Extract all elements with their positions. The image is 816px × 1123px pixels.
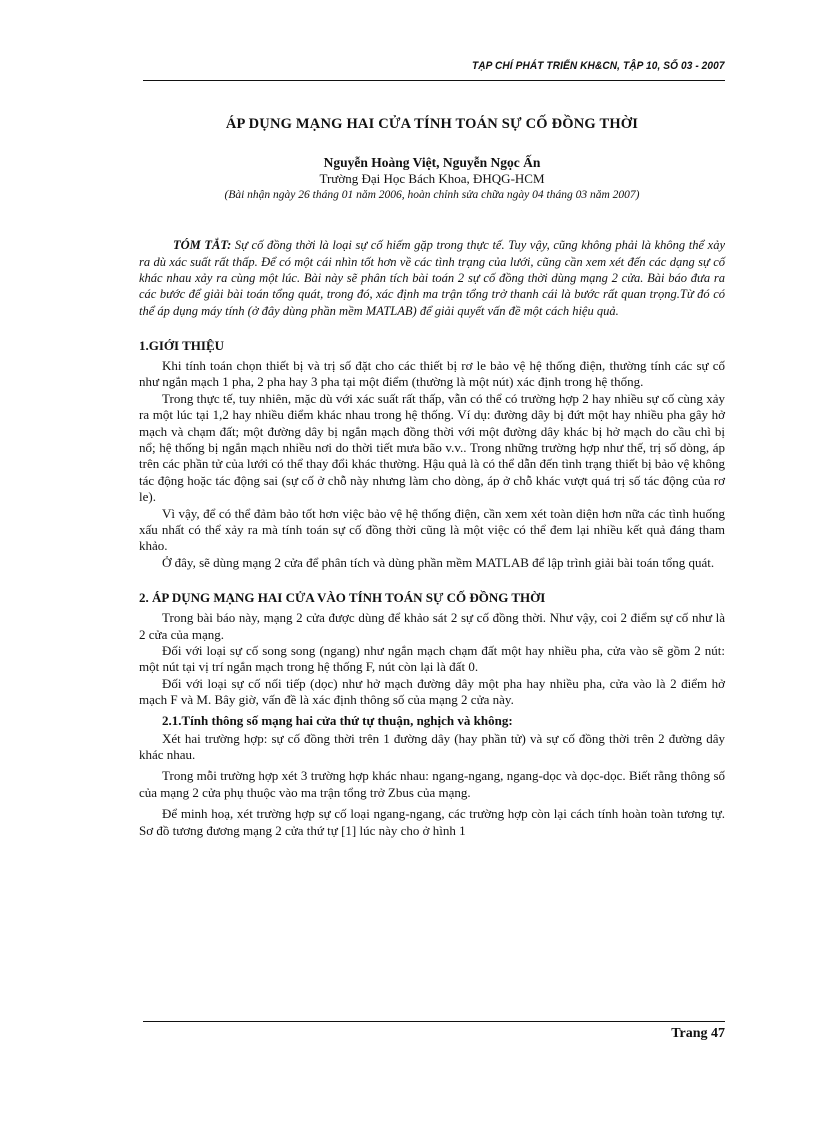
- abstract-text: Sự cố đồng thời là loại sự cố hiếm gặp trong thực tế. Tuy vậy, cũng không phải là không thể xảy ra dù xác suất rất thấp. Để có một cái nhìn tốt hơn về các tình trạng của lưới, cũng cần xem xét đến các dạng sự cố khác nhau xảy ra cùng một lúc. Bài này sẽ phân tích bài toán 2 sự cố đồng thời dùng mạng 2 cửa. Bài báo đưa ra các bước để giải bài toán tổng quát, trong đó, xác định ma trận tổng trở thanh cái là bước rất quan trọng.Từ đó có thể áp dụng máy tính (ở đây dùng phần mềm MATLAB) để giải quyết vấn đề một cách hiệu quả.: [139, 238, 725, 318]
- abstract-label: TÓM TẮT:: [173, 238, 232, 253]
- paragraph: Khi tính toán chọn thiết bị và trị số đặt cho các thiết bị rơ le bảo vệ hệ thống điện, thường tính các sự cố như ngắn mạch 1 pha, 2 pha hay 3 pha tại một điểm (thường là một nút) xác định trong hệ thống.: [139, 357, 725, 390]
- subsection-heading: 2.1.Tính thông số mạng hai cửa thứ tự thuận, nghịch và không:: [162, 712, 513, 728]
- paper-title: ÁP DỤNG MẠNG HAI CỬA TÍNH TOÁN SỰ CỐ ĐỒNG THỜI: [225, 116, 639, 132]
- page-number: Trang 47: [671, 1026, 725, 1041]
- paragraph: Trong mỗi trường hợp xét 3 trường hợp khác nhau: ngang-ngang, ngang-dọc và dọc-dọc. Biết rằng thông số của mạng 2 cửa phụ thuộc vào ma trận tổng trở Zbus của mạng.: [139, 768, 725, 800]
- section-heading-two-port: 2. ÁP DỤNG MẠNG HAI CỬA VÀO TÍNH TOÁN SỰ CỐ ĐỒNG THỜI: [139, 590, 546, 606]
- footer-rule: [143, 1021, 725, 1022]
- paper-affiliation: Trường Đại Học Bách Khoa, ĐHQG-HCM: [319, 171, 545, 187]
- paper-received-date: (Bài nhận ngày 26 tháng 01 năm 2006, hoàn chỉnh sửa chữa ngày 04 tháng 03 năm 2007): [224, 189, 640, 202]
- paragraph: Vì vậy, để có thể đảm bảo tốt hơn việc bảo vệ hệ thống điện, cần xem xét toàn diện hơn nữa các tình huống xấu nhất có thể xảy ra mà tính toán sự cố đồng thời cũng là một việc có thể đem lại nhiều kết quả đáng tham khảo.: [139, 505, 725, 554]
- abstract: [139, 237, 725, 318]
- paragraph: Trong bài báo này, mạng 2 cửa được dùng để khảo sát 2 sự cố đồng thời. Như vậy, coi 2 điểm sự cố như là 2 cửa của mạng.: [139, 610, 725, 642]
- paragraph: Đối với loại sự cố nối tiếp (dọc) như hở mạch đường dây một pha hay nhiều pha, cửa vào là 2 điểm hở mạch F và M. Bây giờ, vấn đề là xác định thông số của mạng 2 cửa này.: [139, 675, 725, 708]
- paragraph: Đối với loại sự cố song song (ngang) như ngắn mạch chạm đất một hay nhiều pha, cửa vào sẽ gồm 2 nút: một nút tại vị trí ngắn mạch trong hệ thống F, nút còn lại là đất 0.: [139, 642, 725, 675]
- paragraph: Xét hai trường hợp: sự cố đồng thời trên 1 đường dây (hay phần tử) và sự cố đồng thời trên 2 đường dây khác nhau.: [139, 730, 725, 763]
- page-content: [139, 116, 725, 839]
- paragraph: Để minh hoạ, xét trường hợp sự cố loại ngang-ngang, các trường hợp còn lại cách tính hoàn toàn tương tự. Sơ đồ tương đương mạng 2 cửa thứ tự [1] lúc này cho ở hình 1: [139, 806, 725, 838]
- paragraph: Ở đây, sẽ dùng mạng 2 cửa để phân tích và dùng phần mềm MATLAB để lập trình giải bài toán tổng quát.: [162, 554, 715, 570]
- paragraph: Trong thực tế, tuy nhiên, mặc dù với xác suất rất thấp, vẫn có thể có trường hợp 2 hay nhiều sự cố cùng xảy ra một lúc tại 1,2 hay nhiều điểm khác nhau trong hệ thống. Ví dụ: đường dây bị đứt một hay nhiều pha gây hở mạch và chạm đất; một đường dây bị ngắn mạch đồng thời với một đường dây khác bị hở mạch do cầu chì bị nổ; hệ thống bị ngắn mạch nhiều nơi do thời tiết mưa bão v.v.. Trong những trường hợp như thế, trị số dòng, áp trên các phần tử của lưới có thể thay đổi khác thường. Hậu quả là có thể dẫn đến tình trạng thiết bị bảo vệ không tác động hoặc tác động sai (sự cố ở chỗ này nhưng làm cho dòng, áp ở chỗ khác vượt quá trị số tác động của rơ le).: [139, 390, 725, 505]
- journal-header: TẠP CHÍ PHÁT TRIỂN KH&CN, TẬP 10, SỐ 03 - 2007: [472, 60, 725, 72]
- header-rule: [143, 80, 725, 81]
- paper-authors: Nguyễn Hoàng Việt, Nguyễn Ngọc Ấn: [323, 155, 541, 171]
- section-heading-introduction: 1.GIỚI THIỆU: [139, 337, 225, 353]
